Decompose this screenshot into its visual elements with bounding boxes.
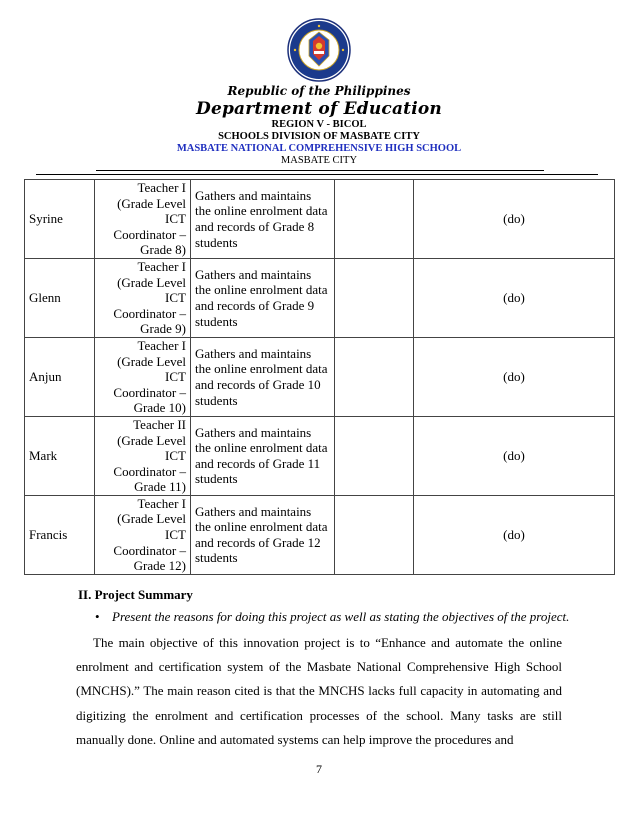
position-line: Grade 11) — [134, 479, 186, 495]
position-line: Coordinator – — [113, 226, 186, 242]
section-heading: II. Project Summary — [78, 587, 193, 602]
position-line: Teacher I — [137, 495, 186, 511]
empty-cell — [335, 258, 414, 337]
empty-cell — [335, 416, 414, 495]
position-cell — [95, 180, 191, 259]
position-cell — [95, 337, 191, 416]
page-number: 7 — [316, 762, 322, 776]
school-name: MASBATE NATIONAL COMPREHENSIVE HIGH SCHOOL — [176, 143, 462, 154]
ditto-cell: (do) — [414, 495, 615, 574]
table-row — [25, 495, 615, 574]
member-name-cell: Francis — [25, 495, 95, 574]
task-cell: Gathers and maintains the online enrolment data and records of Grade 8 students — [191, 180, 335, 259]
empty-cell — [335, 180, 414, 259]
republic-line: Republic of the Philippines — [227, 84, 411, 98]
member-name-cell: Anjun — [25, 337, 95, 416]
position-line: Coordinator – — [113, 305, 186, 321]
task-cell: Gathers and maintains the online enrolment data and records of Grade 11 students — [191, 416, 335, 495]
position-line: ICT — [165, 369, 186, 385]
task-cell: Gathers and maintains the online enrolment data and records of Grade 10 students — [191, 337, 335, 416]
member-name-cell: Syrine — [25, 180, 95, 259]
empty-cell — [335, 337, 414, 416]
position-line: ICT — [165, 290, 186, 306]
ditto-cell: (do) — [414, 180, 615, 259]
position-line: Teacher I — [137, 337, 186, 353]
position-line: Grade 9) — [140, 321, 186, 337]
position-cell — [95, 495, 191, 574]
deped-seal-logo — [287, 18, 351, 82]
position-line: ICT — [165, 448, 186, 464]
member-name-cell: Glenn — [25, 258, 95, 337]
bullet-text: Present the reasons for doing this project as well as stating the objectives of the project. — [112, 609, 570, 624]
body-paragraph: The main objective of this innovation project is to “Enhance and automate the online enrolment and certification system of the Masbate National Comprehensive High School (MNCHS).” The main reason cited is that the MNCHS lacks full capacity in automating and digitizing the enrolment and certification processes of the school. Many tasks are still manually done. Online and automated systems can help improve the procedures and — [76, 635, 562, 747]
member-name-cell: Mark — [25, 416, 95, 495]
city-line: MASBATE CITY — [280, 155, 358, 166]
position-line: (Grade Level — [117, 195, 186, 211]
position-line: Grade 8) — [140, 242, 186, 258]
position-line: Grade 10) — [133, 400, 186, 416]
division-line: SCHOOLS DIVISION OF MASBATE CITY — [218, 131, 420, 142]
position-line: (Grade Level — [117, 353, 186, 369]
position-line: (Grade Level — [117, 432, 186, 448]
task-cell: Gathers and maintains the online enrolment data and records of Grade 9 students — [191, 258, 335, 337]
position-line: Coordinator – — [113, 384, 186, 400]
header-divider-thin — [96, 170, 544, 171]
position-line: ICT — [165, 211, 186, 227]
bullet-glyph: • — [95, 609, 100, 624]
roles-table — [24, 179, 615, 575]
table-row — [25, 416, 615, 495]
ditto-cell: (do) — [414, 337, 615, 416]
position-cell — [95, 258, 191, 337]
table-row — [25, 180, 615, 259]
position-cell — [95, 416, 191, 495]
table-row — [25, 258, 615, 337]
position-line: Teacher II — [133, 416, 186, 432]
table-row — [25, 337, 615, 416]
region-line: REGION V - BICOL — [271, 119, 367, 130]
position-line: (Grade Level — [117, 274, 186, 290]
position-line: Coordinator – — [113, 542, 186, 558]
department-title: Department of Education — [196, 99, 442, 119]
empty-cell — [335, 495, 414, 574]
task-cell: Gathers and maintains the online enrolment data and records of Grade 12 students — [191, 495, 335, 574]
position-line: Teacher I — [137, 258, 186, 274]
position-line: Grade 12) — [133, 558, 186, 574]
ditto-cell: (do) — [414, 258, 615, 337]
header-divider-thick — [36, 174, 598, 175]
position-line: Coordinator – — [113, 463, 186, 479]
position-line: ICT — [165, 527, 186, 543]
position-line: Teacher I — [137, 180, 186, 195]
ditto-cell: (do) — [414, 416, 615, 495]
position-line: (Grade Level — [117, 511, 186, 527]
